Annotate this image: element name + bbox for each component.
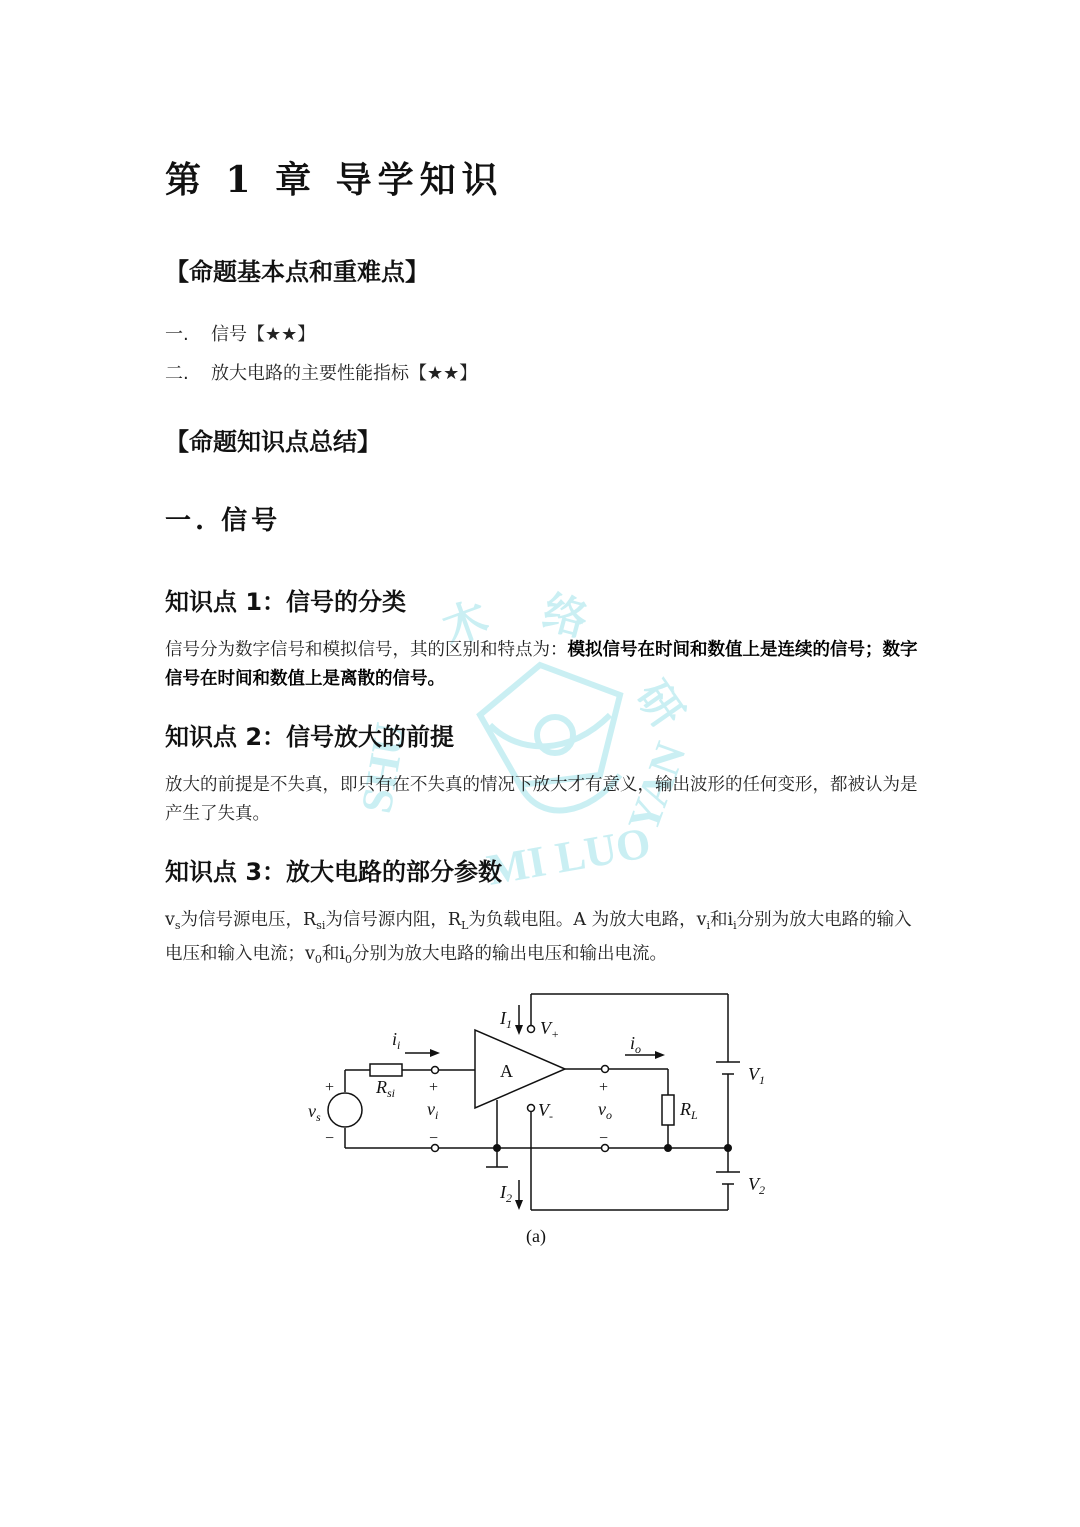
resistor-rsi (370, 1064, 402, 1076)
label-vo-minus: − (599, 1130, 609, 1147)
label-vminus: $V_-$ (538, 1100, 553, 1123)
label-ii: $i_i$ (392, 1029, 401, 1052)
chapter-title: 第 1 章 导学知识 (165, 159, 504, 201)
svg-text:YAN: YAN (618, 735, 696, 839)
var-sub: L (461, 919, 469, 932)
var-ii: i (727, 910, 734, 930)
label-rsi: $R_{si}$ (376, 1077, 396, 1100)
label-source-plus: + (325, 1079, 335, 1096)
key-point-item (165, 320, 315, 346)
knowledge-point-3-title: 知识点 3：放大电路的部分参数 (165, 858, 503, 886)
var-sub: si (316, 919, 326, 932)
knowledge-point-2-text: 放大的前提是不失真，即只有在不失真的情况下放大才有意义，输出波形的任何变形，都被认为是产生了失真。 (165, 775, 918, 824)
label-vi-minus: − (429, 1130, 439, 1147)
var-vs: v (165, 910, 175, 930)
var-sub: 0 (314, 953, 322, 966)
amp-label: A (500, 1061, 513, 1081)
svg-text:MI LUO: MI LUO (483, 817, 655, 895)
key-point-text: 信号【★★】 (211, 324, 316, 345)
summary-heading: 【命题知识点总结】 (165, 428, 381, 456)
var-sub: 0 (345, 953, 352, 966)
text-segment: 和 (710, 910, 728, 930)
figure-caption: (a) (526, 1226, 546, 1246)
knowledge-point-3-text (165, 906, 920, 974)
label-io: $i_o$ (630, 1033, 642, 1056)
section-title: 一. 信号 (165, 506, 282, 536)
key-point-number: 一. (165, 324, 189, 345)
label-vi-plus: + (429, 1079, 439, 1096)
var-vi: v (696, 910, 707, 930)
kp1-plain-text: 信号分为数字信号和模拟信号，其的区别和特点为： (165, 640, 568, 660)
var-sub: s (174, 919, 181, 932)
label-vo: $v_o$ (598, 1099, 612, 1122)
text-segment: 分别为放大电路的输入电压和输入电流； (165, 910, 912, 964)
amplifier-triangle (475, 1030, 565, 1108)
label-vplus: $V_+$ (540, 1018, 560, 1041)
svg-text:SHU: SHU (351, 719, 416, 817)
svg-text:木: 木 (436, 593, 495, 655)
label-v2: $V_2$ (748, 1174, 765, 1197)
text-segment: 为信号源内阻， (325, 910, 448, 930)
var-sub: i (706, 919, 711, 932)
key-point-number: 二. (165, 363, 189, 384)
var-rl: R (447, 910, 462, 930)
label-vo-plus: + (599, 1079, 609, 1096)
label-rl: $R_L$ (680, 1099, 698, 1122)
text-segment: 和 (321, 944, 340, 964)
var-sub: i (733, 919, 737, 932)
knowledge-point-1-text (165, 636, 920, 694)
knowledge-point-2-title: 知识点 2：信号放大的前提 (165, 723, 455, 751)
key-point-text: 放大电路的主要性能指标【★★】 (211, 363, 478, 384)
text-segment: 为负载电阻。A 为放大电路， (468, 910, 697, 930)
amplifier-circuit-diagram (300, 990, 780, 1215)
var-io: i (339, 944, 345, 964)
kp1-bold-text: 模拟信号在时间和数值上是连续的信号；数字信号在时间和数值上是离散的信号。 (165, 640, 918, 689)
text-segment: 为信号源电压， (180, 910, 304, 930)
var-rsi: R (303, 910, 317, 930)
label-i2: $I_2$ (500, 1182, 512, 1205)
voltage-source (328, 1093, 362, 1127)
key-points-heading: 【命题基本点和重难点】 (165, 258, 429, 286)
label-source-minus: − (325, 1130, 335, 1147)
var-vo: v (305, 944, 315, 964)
resistor-rl (662, 1095, 674, 1125)
label-vi: $v_i$ (427, 1099, 439, 1122)
label-i1: $I_1$ (500, 1008, 512, 1031)
label-vs: $v_s$ (308, 1101, 321, 1124)
text-segment: 分别为放大电路的输出电压和输出电流。 (352, 944, 667, 964)
key-point-item (165, 359, 477, 385)
label-v1: $V_1$ (748, 1064, 765, 1087)
svg-text:研: 研 (626, 672, 693, 737)
knowledge-point-1-title: 知识点 1：信号的分类 (165, 588, 407, 616)
svg-text:络: 络 (537, 587, 593, 647)
